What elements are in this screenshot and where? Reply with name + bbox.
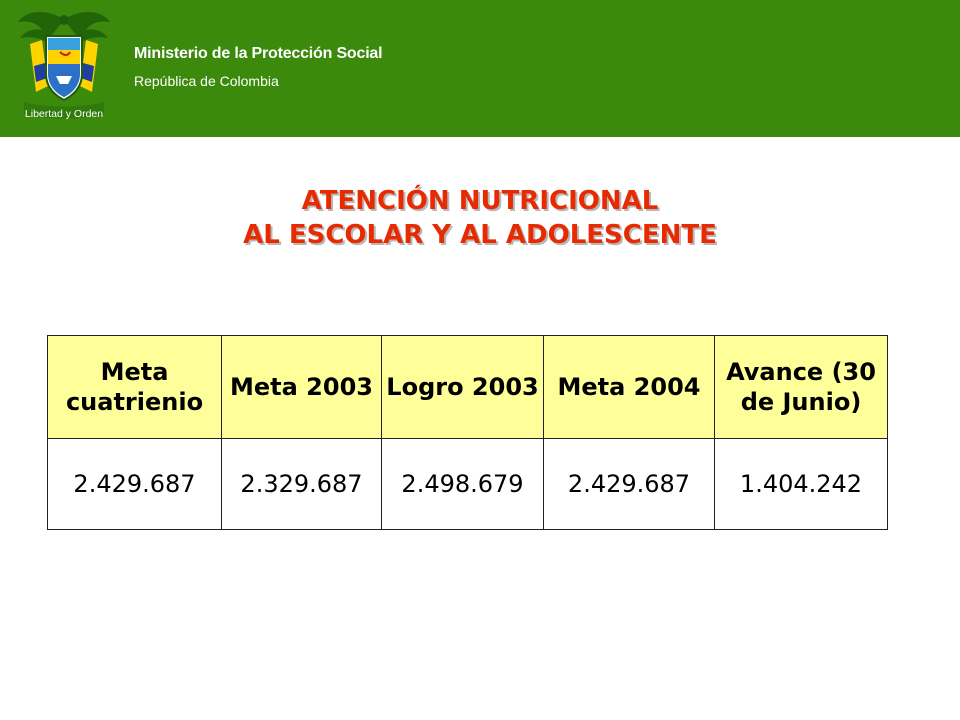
cell-logro-2003: 2.498.679 [382,439,544,530]
table-header-row [48,336,888,439]
nutrition-goals-table [47,335,888,530]
title-line-1: ATENCIÓN NUTRICIONAL [301,186,659,216]
colombia-coat-of-arms-icon [8,6,120,130]
header-avance: Avance (30 de Junio) [715,336,888,439]
page-title [0,184,960,252]
header-banner [0,0,960,137]
country-name: República de Colombia [134,73,279,89]
cell-avance: 1.404.242 [715,439,888,530]
cell-meta-2004: 2.429.687 [544,439,715,530]
header-meta-2004: Meta 2004 [544,336,715,439]
cell-meta-2003: 2.329.687 [222,439,382,530]
header-meta-2003: Meta 2003 [222,336,382,439]
emblem-motto: Libertad y Orden [24,108,104,120]
cell-meta-cuatrienio: 2.429.687 [48,439,222,530]
organization-name: Ministerio de la Protección Social [134,45,383,62]
header-logro-2003: Logro 2003 [382,336,544,439]
table-row [48,439,888,530]
header-meta-cuatrienio: Meta cuatrienio [48,336,222,439]
title-line-2: AL ESCOLAR Y AL ADOLESCENTE [243,220,717,250]
